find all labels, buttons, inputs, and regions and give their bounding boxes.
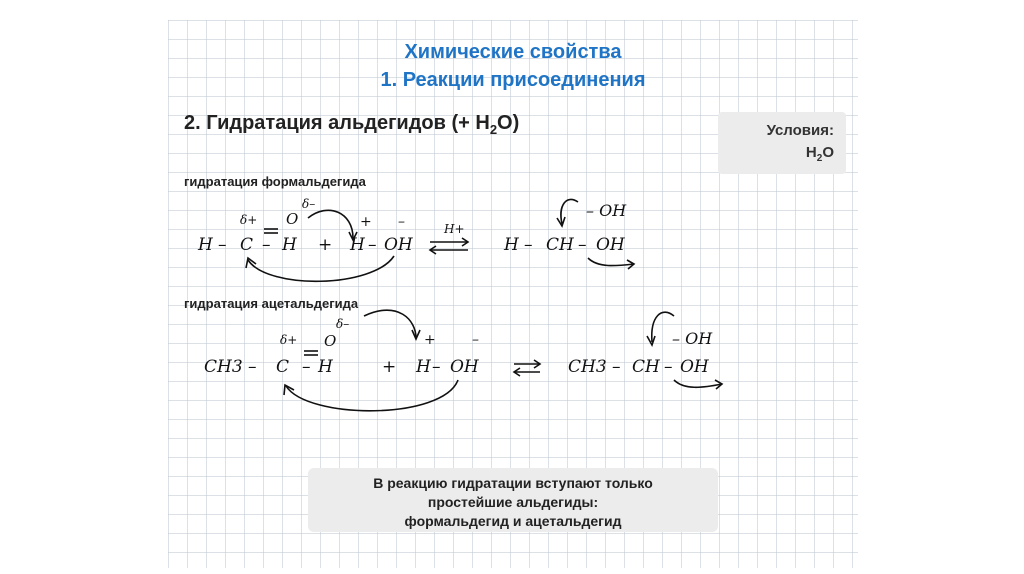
r2-dash-2: – [302, 357, 311, 377]
r2-arrow-top [364, 310, 416, 338]
r1-water-dash: – [368, 235, 377, 255]
r2-h: H [318, 357, 333, 377]
conditions-value-suffix: O [822, 144, 834, 161]
section-title-prefix: 2. Гидратация альдегидов (+ H [184, 112, 490, 134]
reaction-1-label: гидратация формальдегида [184, 174, 366, 189]
r2-plus: + [382, 357, 397, 377]
r1-prod-dash-2: – [578, 235, 587, 255]
r2-prod-oh: OH [680, 357, 709, 377]
r1-plus: + [318, 235, 333, 255]
r2-prod-top-oh: – OH [672, 329, 713, 348]
r2-ch3: CH3 [204, 357, 243, 377]
r1-dash-1: – [218, 235, 227, 255]
r1-delta-plus: δ+ [240, 213, 258, 227]
r1-carbon: C [240, 235, 254, 255]
r1-h-right: H [282, 235, 297, 255]
r2-prod-ch3: CH3 [568, 357, 607, 377]
conditions-value-sub: 2 [816, 153, 823, 164]
note-line-3: формальдегид и ацетальдегид [404, 513, 622, 529]
r1-catalyst: H+ [444, 222, 465, 236]
r2-water-h: H [416, 357, 431, 377]
r1-prod-top-oh: – OH [586, 201, 627, 220]
r1-dash-2: – [262, 235, 271, 255]
r2-water-oh: OH [450, 357, 479, 377]
section-title-sub: 2 [489, 122, 498, 137]
r1-arrow-top [308, 210, 353, 238]
section-title-suffix: O) [497, 112, 520, 134]
r1-h-left: H [198, 235, 213, 255]
r1-arrow-bottom [248, 256, 394, 281]
r2-water-dash: – [432, 357, 441, 377]
r2-oxygen: O [324, 332, 337, 350]
r2-delta-minus: δ– [336, 317, 350, 331]
r2-prod-dash-2: – [664, 357, 673, 377]
r2-prod-ch: CH [632, 357, 660, 377]
conditions-value-prefix: H [805, 144, 817, 161]
r2-arrow-bottom [286, 380, 458, 411]
r2-prod-arrow-bottom [674, 380, 722, 387]
r2-plus-charge: + [424, 332, 436, 348]
r1-prod-h: H [504, 235, 519, 255]
r1-minus-charge: – [398, 214, 405, 230]
r1-water-oh: OH [384, 235, 413, 255]
r1-oxygen: O [286, 210, 299, 228]
r1-water-h: H [350, 235, 365, 255]
r2-delta-plus: δ+ [280, 333, 298, 347]
r1-delta-minus: δ– [302, 197, 316, 211]
r1-plus-charge: + [360, 214, 372, 230]
note-line-2: простейшие альдегиды: [427, 494, 599, 510]
slide [168, 20, 858, 568]
conditions-label: Условия: [766, 122, 834, 139]
reaction-2-equation [204, 310, 722, 411]
r2-prod-dash-1: – [612, 357, 621, 377]
r2-dash-1: – [248, 357, 257, 377]
r1-prod-ch: CH [546, 235, 574, 255]
r1-prod-oh: OH [596, 235, 625, 255]
reaction-2-label: гидратация ацетальдегида [184, 296, 359, 311]
note-box [308, 468, 718, 532]
r1-prod-arrow-bottom [588, 258, 634, 266]
title-line-2: 1. Реакции присоединения [380, 69, 646, 91]
r2-carbon: C [276, 357, 290, 377]
title-line-1: Химические свойства [404, 41, 622, 63]
note-line-1: В реакцию гидратации вступают только [373, 475, 653, 491]
r2-minus-charge: – [472, 332, 479, 348]
reaction-1-equation [197, 197, 634, 281]
r1-prod-dash-1: – [524, 235, 533, 255]
